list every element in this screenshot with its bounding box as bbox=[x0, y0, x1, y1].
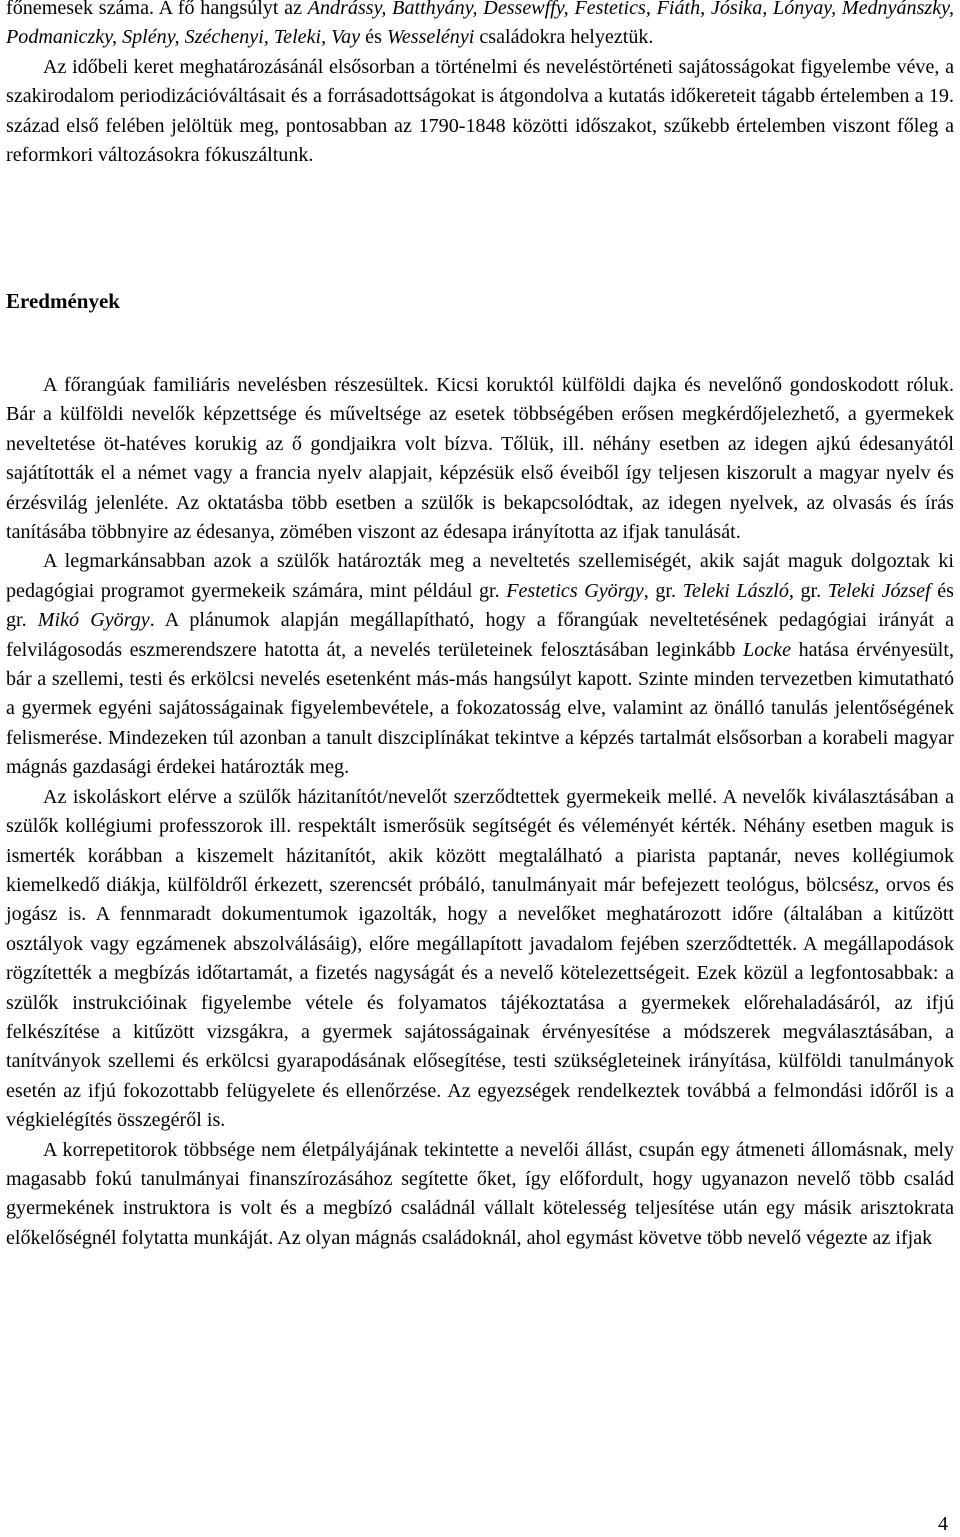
person-name: Festetics György bbox=[506, 579, 644, 602]
text-run: , gr. bbox=[643, 579, 683, 602]
text-run: családokra helyeztük. bbox=[474, 26, 654, 49]
text-run: , gr. bbox=[788, 579, 828, 602]
text-run: A legmarkánsabban azok a szülők határozták meg a neveltetés szellemiségét, akik saját maguk dolgoztak ki pedagógiai programot gyermekeik számára, mint például gr. bbox=[6, 550, 954, 602]
family-name: Wesselényi bbox=[386, 26, 475, 49]
family-names: Andrássy, Batthyány, Dessewffy, Festetics, Fiáth, Jósika, Lónyay, Mednyánszky, Podmaniczky, Splény, Széchenyi, Teleki, Vay bbox=[6, 0, 954, 49]
person-name: Locke bbox=[743, 638, 792, 661]
intro-paragraph-1 bbox=[6, 0, 954, 53]
person-name: Teleki József bbox=[827, 579, 931, 602]
text-run: főnemesek száma. A fő hangsúlyt az bbox=[6, 0, 308, 19]
intro-paragraph-2: Az időbeli keret meghatározásánál elsősorban a történelmi és neveléstörténeti sajátosságokat figyelembe véve, a szakirodalom periodizációváltásait és a forrásadottságokat is átgondolva a kutatás időkereteit tágabb értelemben a 19. század első felében jelöltük meg, pontosabban az 1790-1848 közötti időszakot, szűkebb értelemben viszont főleg a reformkori változásokra fókuszáltunk. bbox=[6, 55, 954, 167]
person-name: Mikó György bbox=[37, 609, 150, 632]
person-name: Teleki László bbox=[682, 579, 789, 602]
results-paragraph-4: A korrepetitorok többsége nem életpályájának tekintette a nevelői állást, csupán egy átmeneti állomásnak, mely magasabb fokú tanulmányai finanszírozásához segítette őket, így előfordult, hogy ugyanazon nevelő több család gyermekének instruktora is volt és a megbízó családnál vállalt kötelesség teljesítése után egy másik arisztokrata előkelőségnél folytatta munkáját. Az olyan mágnás családoknál, ahol egymást követve több nevelő végezte az ifjak bbox=[6, 1138, 954, 1249]
results-paragraph-2 bbox=[6, 547, 954, 782]
results-section bbox=[6, 371, 954, 1253]
results-paragraph-3: Az iskoláskort elérve a szülők házitanítót/nevelőt szerződtettek gyermekeik mellé. A nevelők kiválasztásában a szülők kollégiumi professzorok ill. respektált ismerősük segítségét és véleményét kérték. Néhány esetben maguk is ismerték korábban a kiszemelt házitanítót, akik között megtalálható a piarista paptanár, neves kollégiumok kiemelkedő diákja, külföldről érkezett, szerencsét próbáló, tanulmányait már befejezett teológus, bölcsész, orvos és jogász is. A fennmaradt dokumentumok igazolták, hogy a nevelőket meghatározott időre (általában a kitűzött osztályok vagy egzámenek abszolválásáig), előre megállapított javadalom fejében szerződtették. A megállapodások rögzítették a megbízás időtartamát, a fizetés nagyságát és a nevelő kötelezettségeit. Ezek közül a legfontosabbak: a szülők instrukcióinak figyelembe vétele és folyamatos tájékoztatása a gyermekek előrehaladásáról, az ifjú felkészítése a kitűzött vizsgákra, a gyermek sajátosságainak érvényesítése a módszerek megválasztásában, a tanítványok szellemi és erkölcsi gyarapodásának elősegítése, testi szükségleteinek irányítása, külföldi tanulmányok esetén az ifjú fokozottabb felügyelete és ellenőrzése. Az egyezségek rendelkeztek továbbá a felmondási időről is a végkielégítés összegéről is. bbox=[6, 785, 954, 1132]
text-run: és gr. bbox=[6, 579, 955, 632]
section-heading: Eredmények bbox=[6, 289, 120, 313]
text-run: hatása érvényesült, bár a szellemi, testi és erkölcsi nevelés esetenként más-más hangsúlyt kapott. Szinte minden tervezetben kimutatható a gyermek egyéni sajátosságainak figyelembevétele, a fokozatosság elve, valamint az önálló tanulás jelentőségének felismerése. Mindezeken túl azonban a tanult diszciplínákat tekintve a képzés tartalmát elsősorban a korabeli magyar mágnás gazdasági érdekei határozták meg. bbox=[6, 638, 954, 779]
page-number: 4 bbox=[938, 1513, 948, 1535]
text-run: és bbox=[360, 26, 387, 49]
text-run: . A plánumok alapján megállapítható, hogy a főrangúak neveltetésének pedagógiai irányát a felvilágosodás eszmerendszere hatotta át, a nevelés területeinek felosztásában leginkább bbox=[6, 609, 954, 661]
results-paragraph-1: A főrangúak familiáris nevelésben részesültek. Kicsi koruktól külföldi dajka és nevelőnő gondoskodott róluk. Bár a külföldi nevelők képzettsége és műveltsége az esetek többségében erősen megkérdőjelezhető, a gyermekek neveltetése öt-hatéves korukig az ő gondjaikra volt bízva. Tőlük, ill. néhány esetben az idegen ajkú édesanyától sajátították el a német vagy a francia nyelv alapjait, képzésük első éveiből így teljesen kiszorult a magyar nyelv és érzésvilág jelenléte. Az oktatásba több esetben a szülők is bekapcsolódtak, az idegen nyelvek, az olvasás és írás tanításába többnyire az édesanya, zömében viszont az édesapa irányította az ifjak tanulását. bbox=[6, 374, 954, 544]
intro-section bbox=[6, 0, 954, 170]
